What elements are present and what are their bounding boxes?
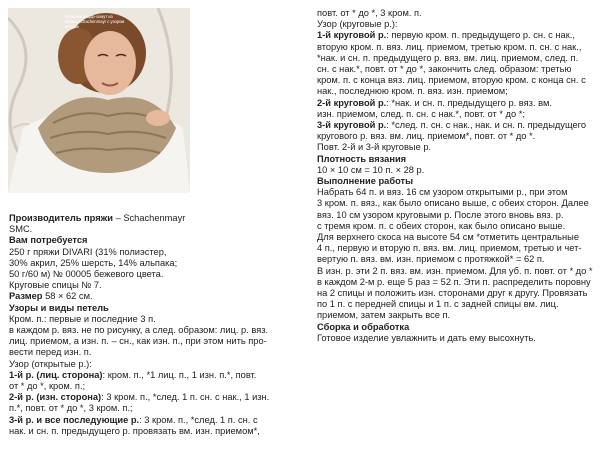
text-line: 3-й р. и все последующие р.: 3 кром. п., *след. 1 п. сн. с [9,414,258,425]
text-line: Кром. п.: первые и последние 3 п. [9,313,156,324]
text-line: вяз. 10 см узором круговыми р. После этого вновь вяз. р. [317,209,564,220]
section-heading: Выполнение работы [317,176,414,187]
text-line: 2-й круговой р.: *нак. и сн. п. предыдущего р. вяз. вм. [317,97,552,108]
model-photo [8,8,190,193]
text-line: 1-й р. (лиц. сторона): кром. п., *1 лиц. п., 1 изн. п.*, повт. [9,369,257,380]
size-line: Размер 58 × 62 см. [9,291,93,302]
text-line: в каждом 2-м р. еще 5 раз = 52 п. Эти п. распределить поровну [317,276,591,287]
text-line: изн. приемом, след. п. сн. с нак.*, повт. от * до *; [317,108,525,119]
text-line: 10 × 10 см = 10 п. × 28 р. [317,164,425,175]
text-line: нак. и сн. п. предыдущего р. провязать вм. изн. приемом*, [9,425,260,436]
photo-illustration [8,8,190,193]
text-line: с тремя кром. п. с обеих сторон, как было описано выше. [317,220,566,231]
yarn-maker-line: Производитель пряжи – Schachenmayr [9,213,186,223]
text-line: повт. от * до *, 3 кром. п. [317,8,422,18]
text-line: Для верхнего скоса на высоте 54 см *отметить центральные [317,232,579,243]
text-line: В изн. р. эти 2 п. вяз. вм. изн. приемом. Для уб. п. повт. от * до * [317,265,593,276]
text-line: по 1 п. с передней спицы и 1 п. с задней спицы вм. лиц. [317,299,559,310]
text-line: в каждом р. вяз. не по рисунку, а след. образом: лиц. р. вяз. [9,325,269,336]
text-line: лиц. приемом, а изн. п. – сн., как изн. п., при этом нить про- [9,336,267,347]
right-text-column [317,8,603,344]
text-line: 4 п., первую и вторую п. вяз. вм. лиц. приемом, третью и чет- [317,243,582,254]
text-line: Готовое изделие увлажнить и дать ему высохнуть. [317,332,536,343]
text-line: 3 кром. п. вяз., как было описано выше, с обеих сторон. Далее [317,198,589,209]
text-line: п.*, повт. от * до *, 3 кром. п.; [9,403,133,414]
text-line: кром. п. с конца вяз. лиц. приемом, вторую кром. с конца сн. с [317,75,586,86]
text-line: 30% акрил, 25% шерсть, 14% альпака; [9,257,178,268]
text-line: Повт. 2-й и 3-й круговые р. [317,142,432,153]
text-line: приемом, затем закрыть все п. [317,310,451,321]
left-text-column [9,213,297,437]
section-heading: Сборка и обработка [317,321,410,332]
text-line: SMC. [9,224,33,235]
section-heading: Плотность вязания [317,153,407,164]
text-line: кругового р. вяз. вм. лиц. приемом*, повт. от * до *. [317,131,536,142]
text-line: 2-й р. (изн. сторона): 3 кром. п., *след. 1 п. сн. с нак., 1 изн. [9,392,270,403]
text-line: Узор (круговые р.): [317,19,398,30]
text-line: Узор (открытые р.): [9,358,92,369]
text-line: Набрать 64 п. и вяз. 16 см узором открытыми р., при этом [317,187,568,198]
text-line: 1-й круговой р.: первую кром. п. предыдущего р. сн. с нак., [317,30,575,41]
text-line: вести перед изн. п. [9,347,92,358]
text-line: на 2 спицы и положить изн. сторонами друг к другу. Провязать [317,288,588,299]
section-heading: Вам потребуется [9,235,88,246]
text-line: вторую кром. п. вяз. лиц. приемом, третью кром. п. сн. с нак., [317,41,582,52]
text-line: *нак. и сн. п. предыдущего р. вяз. вм. лиц. приемом, след. п. [317,52,579,63]
text-line: 50 г/60 м) № 00005 бежевого цвета. [9,269,164,280]
text-line: 250 г пряжи DIVARI (31% полиэстер, [9,246,167,257]
photo-caption: Вязаный шарф-хомут из пряжи Schachenmayr с узором косами [65,14,125,29]
text-line: нак., последнюю кром. п. вяз. изн. приемом; [317,86,508,97]
text-line: вертую п. вяз. вм. изн. приемом с протяжкой* = 62 п. [317,254,545,265]
text-line: от * до *, кром. п.; [9,381,86,392]
text-line: Круговые спицы № 7. [9,280,102,291]
text-line: сн. с нак.*, повт. от * до *, закончить след. образом: третью [317,64,572,75]
section-heading: Узоры и виды петель [9,302,109,313]
text-line: 3-й круговой р.: *след. п. сн. с нак., нак. и сн. п. предыдущего [317,120,587,131]
